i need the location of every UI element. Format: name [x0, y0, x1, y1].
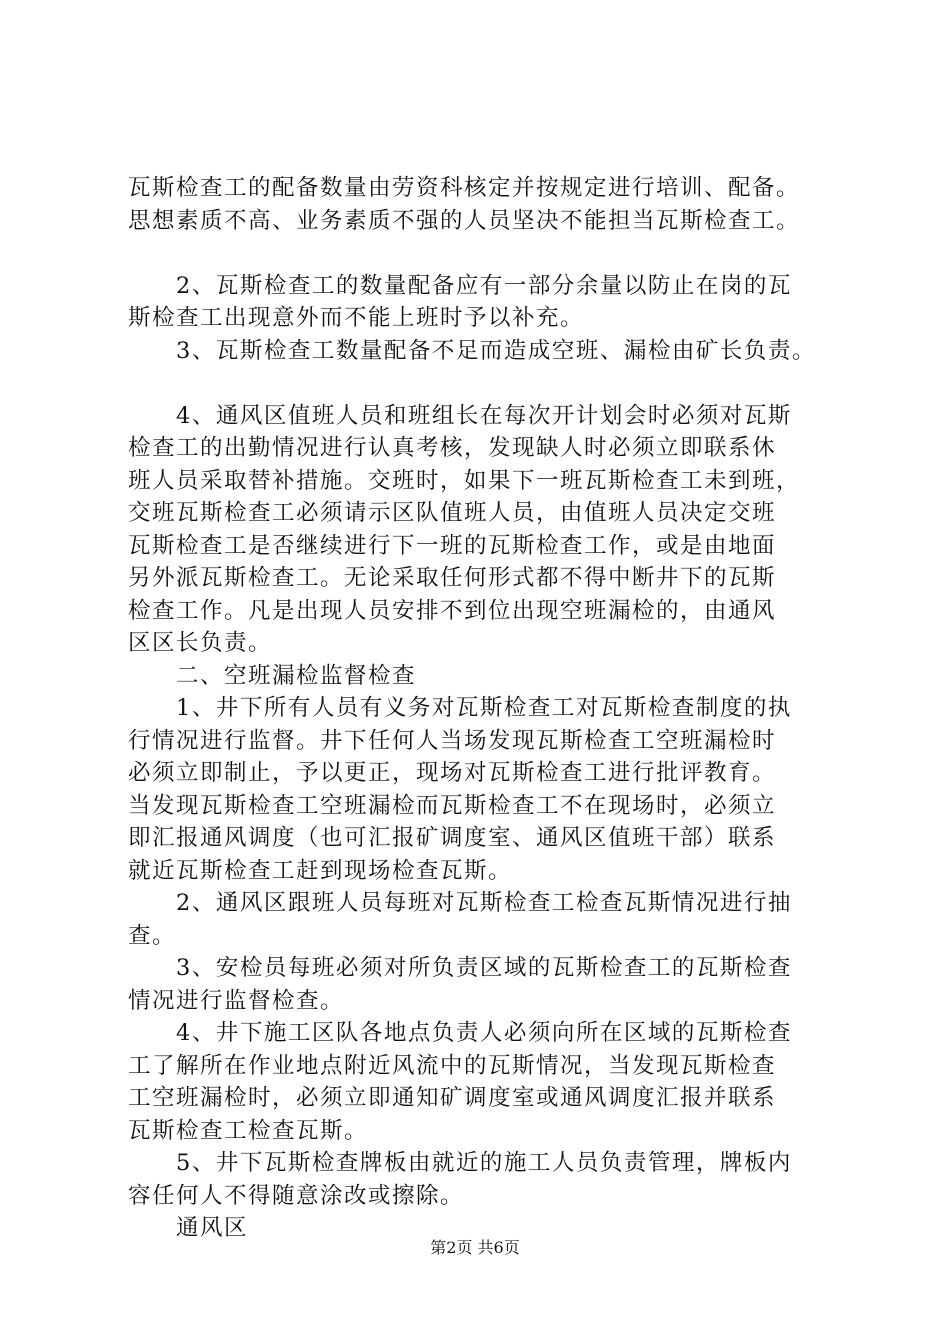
text-line: 4、通风区值班人员和班组长在每次开计划会时必须对瓦斯	[128, 402, 792, 429]
paragraph-gap	[128, 237, 858, 270]
text-line: 5、井下瓦斯检查牌板由就近的施工人员负责管理，牌板内	[128, 1150, 792, 1176]
text-line: 即汇报通风调度（也可汇报矿调度室、通风区值班干部）联系	[128, 825, 777, 851]
paragraph-gap	[128, 367, 858, 400]
text-line: 检查工的出勤情况进行认真考核，发现缺人时必须立即联系休	[128, 435, 777, 461]
text-line: 情况进行监督检查。	[128, 987, 345, 1014]
text-line: 检查工作。凡是出现人员安排不到位出现空班漏检的，由通风	[128, 597, 777, 624]
text-line: 班人员采取替补措施。交班时，如果下一班瓦斯检查工未到班，	[128, 467, 801, 494]
text-line: 瓦斯检查工是否继续进行下一班的瓦斯检查工作，或是由地面	[128, 532, 777, 559]
text-line: 2、瓦斯检查工的数量配备应有一部分余量以防止在岗的瓦	[128, 272, 792, 299]
text-line: 查。	[128, 922, 177, 949]
text-line: 3、安检员每班必须对所负责区域的瓦斯检查工的瓦斯检查	[128, 955, 792, 981]
text-line: 交班瓦斯检查工必须请示区队值班人员，由值班人员决定交班	[128, 500, 777, 526]
text-line: 4、井下施工区队各地点负责人必须向所在区域的瓦斯检查	[128, 1020, 792, 1046]
text-line: 工了解所在作业地点附近风流中的瓦斯情况，当发现瓦斯检查	[128, 1052, 777, 1079]
text-line: 另外派瓦斯检查工。无论采取任何形式都不得中断井下的瓦斯	[128, 565, 777, 591]
text-line: 区区长负责。	[128, 630, 273, 656]
document-body	[128, 172, 858, 1245]
text-line: 工空班漏检时，必须立即通知矿调度室或通风调度汇报并联系	[128, 1085, 777, 1111]
text-line: 二、空班漏检监督检查	[128, 662, 417, 689]
text-line: 必须立即制止，予以更正，现场对瓦斯检查工进行批评教育。	[128, 760, 777, 786]
text-line: 1、井下所有人员有义务对瓦斯检查工对瓦斯检查制度的执	[128, 695, 792, 721]
text-line: 3、瓦斯检查工数量配备不足而造成空班、漏检由矿长负责。	[128, 337, 816, 364]
text-line: 容任何人不得随意涂改或擦除。	[128, 1182, 465, 1209]
text-line: 瓦斯检查工检查瓦斯。	[128, 1117, 369, 1144]
text-line: 2、通风区跟班人员每班对瓦斯检查工检查瓦斯情况进行抽	[128, 890, 792, 916]
text-line: 就近瓦斯检查工赶到现场检查瓦斯。	[128, 857, 513, 884]
text-line: 通风区	[128, 1215, 249, 1241]
text-line: 瓦斯检查工的配备数量由劳资科核定并按规定进行培训、配备。	[128, 175, 801, 201]
text-line: 行情况进行监督。井下任何人当场发现瓦斯检查工空班漏检时	[128, 727, 777, 754]
text-line: 斯检查工出现意外而不能上班时予以补充。	[128, 305, 585, 331]
text-line: 思想素质不高、业务素质不强的人员坚决不能担当瓦斯检查工。	[128, 207, 801, 234]
page-footer: 第2页 共6页	[430, 1238, 520, 1257]
text-line: 当发现瓦斯检查工空班漏检而瓦斯检查工不在现场时，必须立	[128, 792, 777, 819]
